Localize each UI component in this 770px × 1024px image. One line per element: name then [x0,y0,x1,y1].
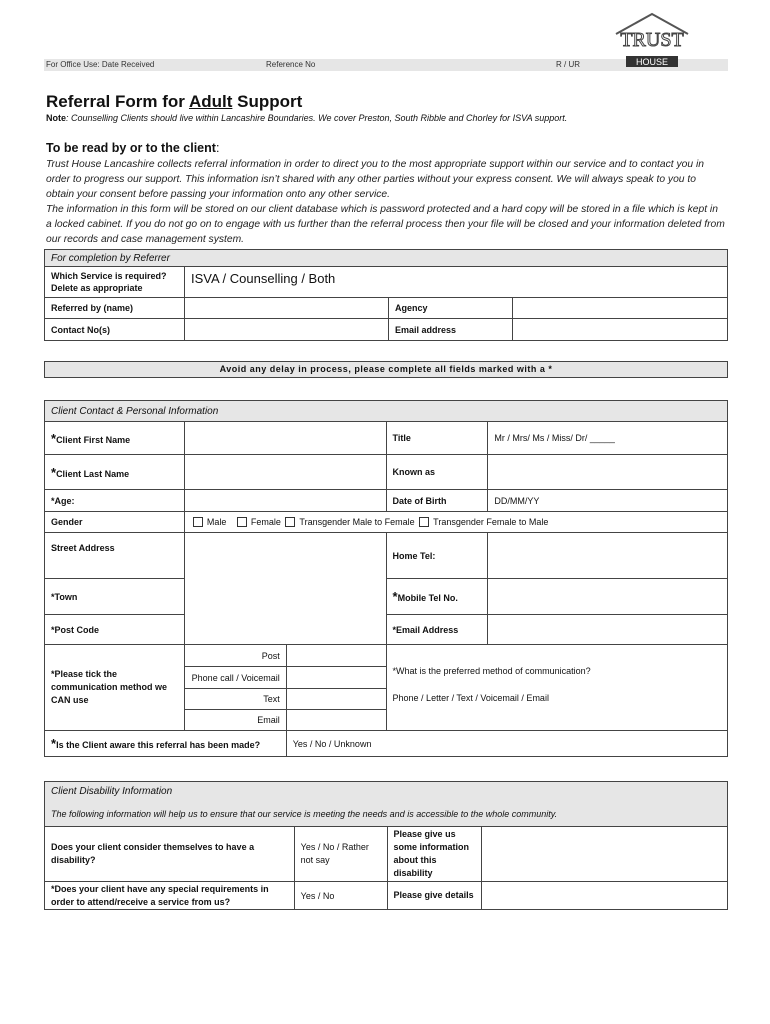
title-field[interactable]: Mr / Mrs/ Ms / Miss/ Dr/ _____ [488,422,728,455]
title-label: Title [386,422,488,455]
known-as-field[interactable] [488,455,728,490]
gender-male-checkbox[interactable] [193,517,203,527]
agency-field[interactable] [513,298,728,319]
home-tel-field[interactable] [488,533,728,579]
home-tel-label: Home Tel: [386,533,488,579]
last-name-label: *Client Last Name [45,455,185,490]
known-as-label: Known as [386,455,488,490]
avoid-delay-banner: Avoid any delay in process, please complete all fields marked with a * [44,361,728,378]
street-label: Street Address [45,533,185,579]
comm-email-label: Email [184,710,286,731]
mobile-field[interactable] [488,579,728,615]
comm-email-tick[interactable] [286,710,386,731]
town-label: *Town [45,579,185,615]
date-received-label: For Office Use: Date Received [46,60,155,69]
form-title: Referral Form for Adult Support [46,92,303,111]
disability-q2-options[interactable]: Yes / No [294,882,387,910]
referred-by-label: Referred by (name) [45,298,185,319]
comm-text-tick[interactable] [286,689,386,710]
client-heading: To be read by or to the client: [46,141,220,155]
email-address-field[interactable] [488,615,728,645]
disability-q1: Does your client consider themselves to have a disability? [45,827,295,882]
comm-post-label: Post [184,645,286,667]
disability-header: Client Disability Information [45,782,728,802]
address-field[interactable] [184,533,386,645]
comm-post-tick[interactable] [286,645,386,667]
email-field[interactable] [513,319,728,341]
gender-options: Male Female Transgender Male to Female Transgender Female to Male [184,512,727,533]
first-name-label: *Client First Name [45,422,185,455]
referred-by-field[interactable] [185,298,389,319]
intro-text: Trust House Lancashire collects referral information in order to direct you to the most appropriate support within our service and to contact you in order to progress our support. This information isn’t shared with any other parties without your express consent. We will always speak to you to obtain your consent before passing your information onto any other service. The information in this form will be stored on our client database which is password protected and a hard copy will be stored in a file which is kept in a locked cabinet. If you do not go on to engage with us further than the referral process then your file will be closed and your information deleted from our records and case management system. [46,159,725,245]
comm-method-label: *Please tick the communication method we CAN use [45,645,185,731]
disability-info-label: Please give us some information about this disability [387,827,482,882]
client-header: Client Contact & Personal Information [45,401,728,422]
age-label: *Age: [45,490,185,512]
disability-subheader: The following information will help us to ensure that our service is meeting the needs and is accessible to the whole community. [45,802,728,827]
gender-trans-mtf-checkbox[interactable] [285,517,295,527]
gender-female-checkbox[interactable] [237,517,247,527]
gender-label: Gender [45,512,185,533]
contact-no-label: Contact No(s) [45,319,185,341]
service-field[interactable]: ISVA / Counselling / Both [185,267,728,298]
disability-q2: *Does your client have any special requirements in order to attend/receive a service from us? [45,882,295,910]
comm-phone-tick[interactable] [286,667,386,689]
contact-no-field[interactable] [185,319,389,341]
svg-text:TRUST: TRUST [620,29,684,51]
postcode-label: *Post Code [45,615,185,645]
comm-phone-label: Phone call / Voicemail [184,667,286,689]
reference-no-label: Reference No [266,60,316,69]
dob-field[interactable]: DD/MM/YY [488,490,728,512]
gender-trans-ftm-checkbox[interactable] [419,517,429,527]
referrer-table [44,249,728,341]
age-field[interactable] [184,490,386,512]
last-name-field[interactable] [184,455,386,490]
requirements-details-field[interactable] [482,882,728,910]
email-label: Email address [389,319,513,341]
preferred-method: *What is the preferred method of communication? Phone / Letter / Text / Voicemail / Email [386,645,727,731]
note-text: Note: Counselling Clients should live within Lancashire Boundaries. We cover Preston, South Ribble and Chorley for ISVA support. [46,113,568,123]
referrer-header: For completion by Referrer [45,250,728,267]
mobile-label: *Mobile Tel No. [386,579,488,615]
comm-text-label: Text [184,689,286,710]
trust-house-logo [612,10,692,70]
disability-q1-options[interactable]: Yes / No / Rather not say [294,827,387,882]
email-address-label: *Email Address [386,615,488,645]
first-name-field[interactable] [184,422,386,455]
disability-table [44,781,728,910]
r-ur-label: R / UR [556,60,580,69]
client-contact-table [44,400,728,757]
aware-label: *Is the Client aware this referral has been made? [45,731,287,757]
requirements-details-label: Please give details [387,882,482,910]
aware-field[interactable]: Yes / No / Unknown [286,731,727,757]
dob-label: Date of Birth [386,490,488,512]
agency-label: Agency [389,298,513,319]
disability-info-field[interactable] [482,827,728,882]
svg-text:HOUSE: HOUSE [635,57,669,67]
service-label: Which Service is required? Delete as appropriate [45,267,185,298]
